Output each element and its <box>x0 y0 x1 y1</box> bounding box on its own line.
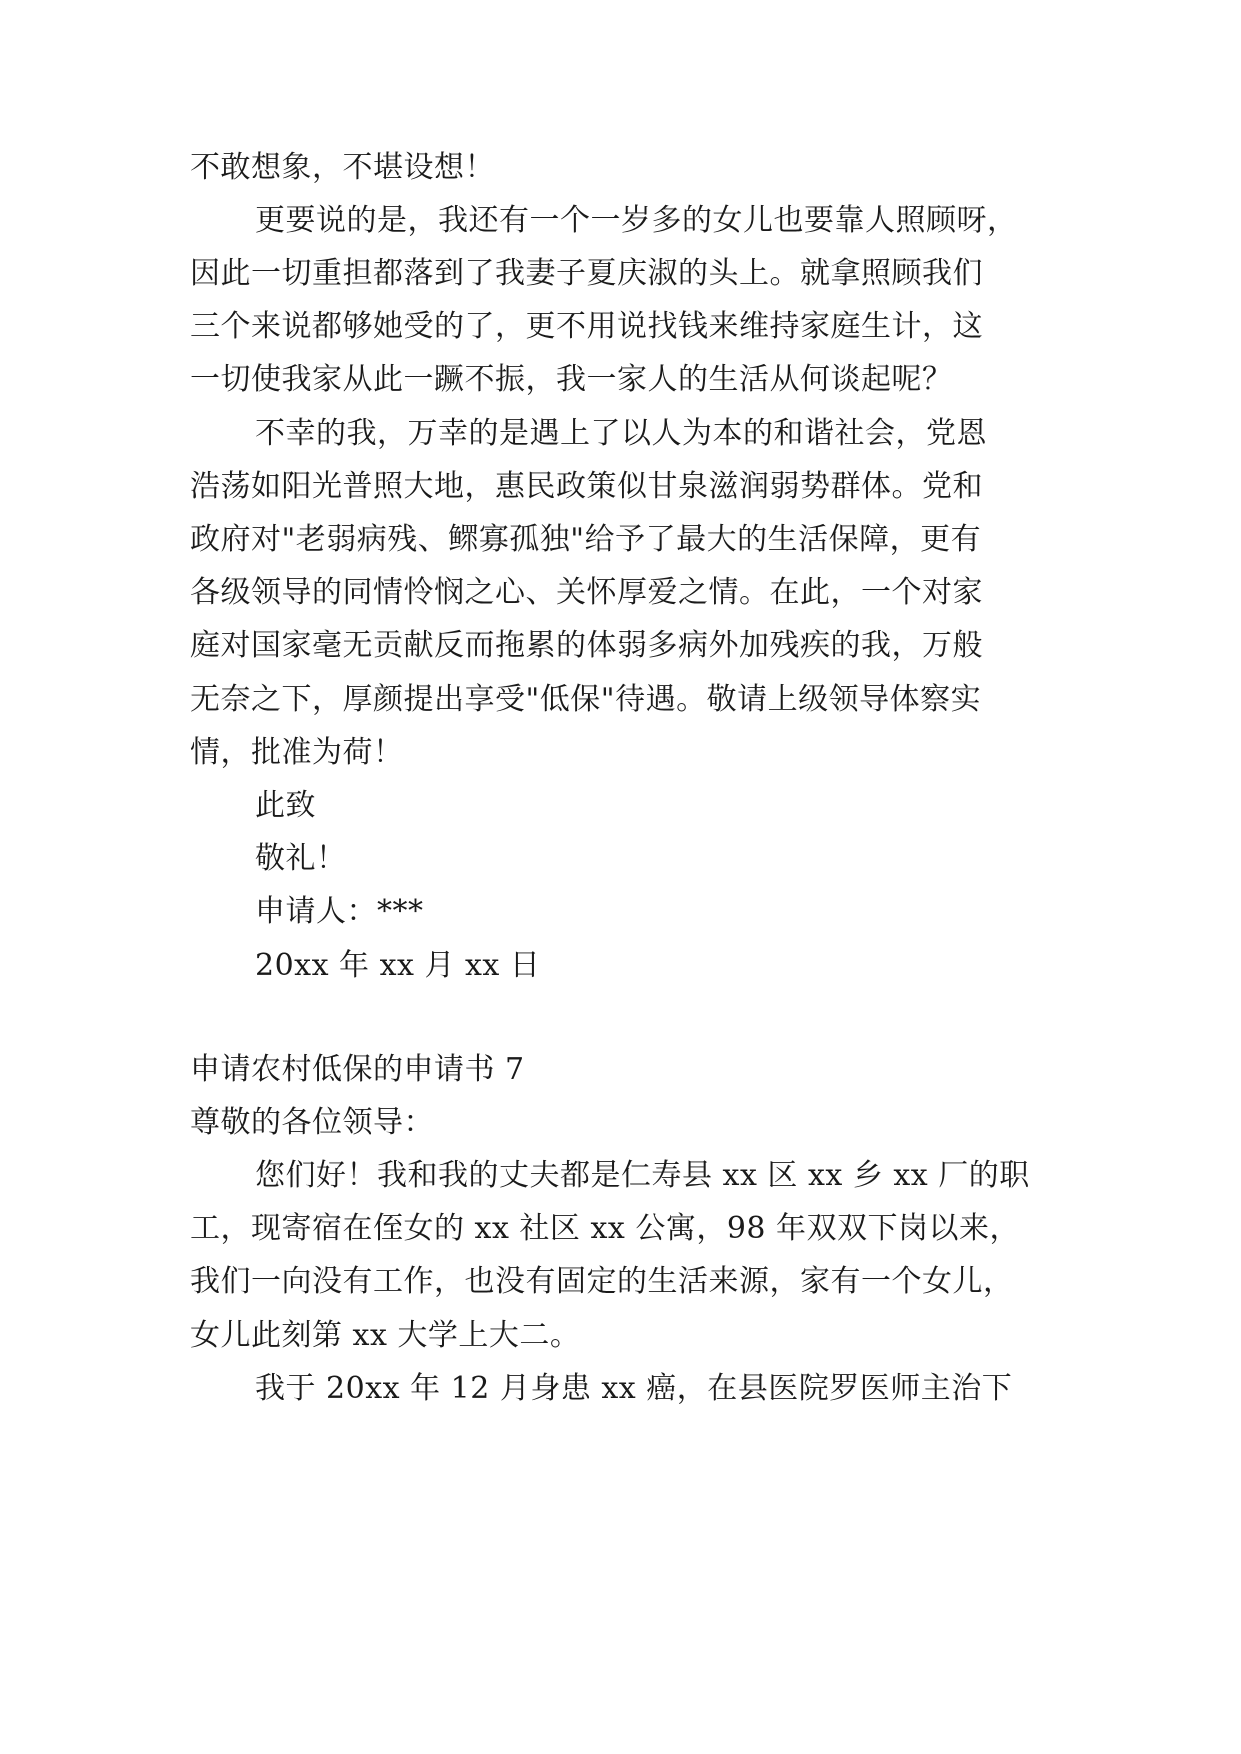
greeting-line: 尊敬的各位领导： <box>190 1105 434 1140</box>
paragraph-line: 我于 20xx 年 12 月身患 xx 癌，在县医院罗医师主治下 <box>255 1371 1013 1406</box>
text-line: 不敢想象，不堪设想！ <box>190 150 495 185</box>
paragraph-line: 不幸的我，万幸的是遇上了以人为本的和谐社会，党恩 <box>255 416 987 451</box>
text-line: 三个来说都够她受的了，更不用说找钱来维持家庭生计，这 <box>190 309 983 344</box>
text-line: 各级领导的同情怜悯之心、关怀厚爱之情。在此，一个对家 <box>190 575 983 610</box>
text-line: 女儿此刻第 xx 大学上大二。 <box>190 1318 581 1353</box>
applicant-line: 申请人：*** <box>255 894 424 929</box>
text-line: 庭对国家毫无贡献反而拖累的体弱多病外加残疾的我，万般 <box>190 628 983 663</box>
paragraph-line: 更要说的是，我还有一个一岁多的女儿也要靠人照顾呀， <box>255 203 1018 238</box>
text-line: 政府对"老弱病残、鳏寡孤独"给予了最大的生活保障，更有 <box>190 522 982 557</box>
text-line: 一切使我家从此一蹶不振，我一家人的生活从何谈起呢？ <box>190 362 953 397</box>
date-line: 20xx 年 xx 月 xx 日 <box>255 948 541 983</box>
text-line: 无奈之下，厚颜提出享受"低保"待遇。敬请上级领导体察实 <box>190 682 982 717</box>
salutation-line: 敬礼！ <box>255 841 347 876</box>
text-line: 因此一切重担都落到了我妻子夏庆淑的头上。就拿照顾我们 <box>190 256 983 291</box>
text-line: 浩荡如阳光普照大地，惠民政策似甘泉滋润弱势群体。党和 <box>190 469 983 504</box>
paragraph-line: 您们好！我和我的丈夫都是仁寿县 xx 区 xx 乡 xx 厂的职 <box>255 1158 1030 1193</box>
closing-line: 此致 <box>255 788 316 823</box>
text-line: 我们一向没有工作，也没有固定的生活来源，家有一个女儿， <box>190 1264 1014 1299</box>
section-title: 申请农村低保的申请书 7 <box>190 1052 525 1087</box>
text-line: 情，批准为荷！ <box>190 735 404 770</box>
text-line: 工，现寄宿在侄女的 xx 社区 xx 公寓，98 年双双下岗以来， <box>190 1211 1021 1246</box>
